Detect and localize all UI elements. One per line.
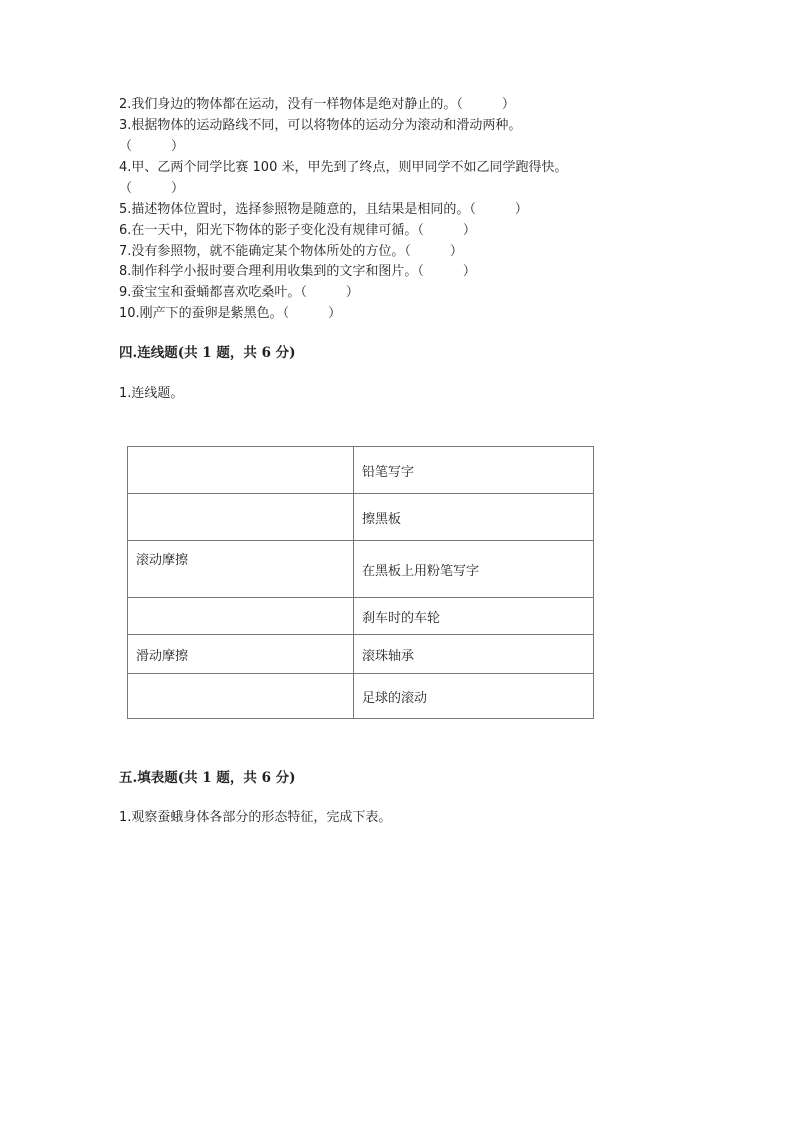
- right-cell: 滚珠轴承: [354, 635, 594, 674]
- fill-table-question: 1.观察蚕蛾身体各部分的形态特征，完成下表。: [119, 810, 392, 825]
- right-cell: 铅笔写字: [354, 447, 594, 494]
- judgement-question: 2.我们身边的物体都在运动，没有一样物体是绝对静止的。（ ）: [119, 97, 515, 112]
- left-cell: [128, 447, 354, 494]
- section-heading-fill-table: 五.填表题(共 1 题，共 6 分): [119, 770, 296, 786]
- left-cell: [128, 598, 354, 635]
- matching-question: 1.连线题。: [119, 386, 184, 401]
- table-row: [128, 598, 594, 635]
- judgement-question: 4.甲、乙两个同学比赛 100 米，甲先到了终点，则甲同学不如乙同学跑得快。: [119, 160, 568, 175]
- right-cell: 刹车时的车轮: [354, 598, 594, 635]
- left-cell-sliding-friction: 滑动摩擦: [128, 635, 354, 674]
- right-cell: 足球的滚动: [354, 674, 594, 719]
- right-cell: 在黑板上用粉笔写字: [354, 541, 594, 598]
- judgement-question: 8.制作科学小报时要合理利用收集到的文字和图片。（ ）: [119, 264, 476, 279]
- section-heading-matching: 四.连线题(共 1 题，共 6 分): [119, 345, 296, 361]
- left-cell-rolling-friction: 滚动摩擦: [128, 541, 354, 598]
- left-cell: [128, 674, 354, 719]
- judgement-question: 3.根据物体的运动路线不同，可以将物体的运动分为滚动和滑动两种。: [119, 118, 522, 133]
- table-row: [128, 541, 594, 598]
- table-row: [128, 494, 594, 541]
- table-row: [128, 447, 594, 494]
- judgement-question: 7.没有参照物，就不能确定某个物体所处的方位。（ ）: [119, 244, 463, 259]
- judgement-question: 10.刚产下的蚕卵是紫黑色。（ ）: [119, 306, 342, 321]
- judgement-question: 6.在一天中，阳光下物体的影子变化没有规律可循。（ ）: [119, 223, 476, 238]
- right-cell: 擦黑板: [354, 494, 594, 541]
- judgement-question: 5.描述物体位置时，选择参照物是随意的，且结果是相同的。（ ）: [119, 202, 528, 217]
- judgement-question: 9.蚕宝宝和蚕蛹都喜欢吃桑叶。（ ）: [119, 285, 359, 300]
- answer-blank: （ ）: [119, 181, 185, 196]
- left-cell: [128, 494, 354, 541]
- matching-table: [127, 446, 594, 719]
- table-row: [128, 674, 594, 719]
- answer-blank: （ ）: [119, 139, 185, 154]
- table-row: [128, 635, 594, 674]
